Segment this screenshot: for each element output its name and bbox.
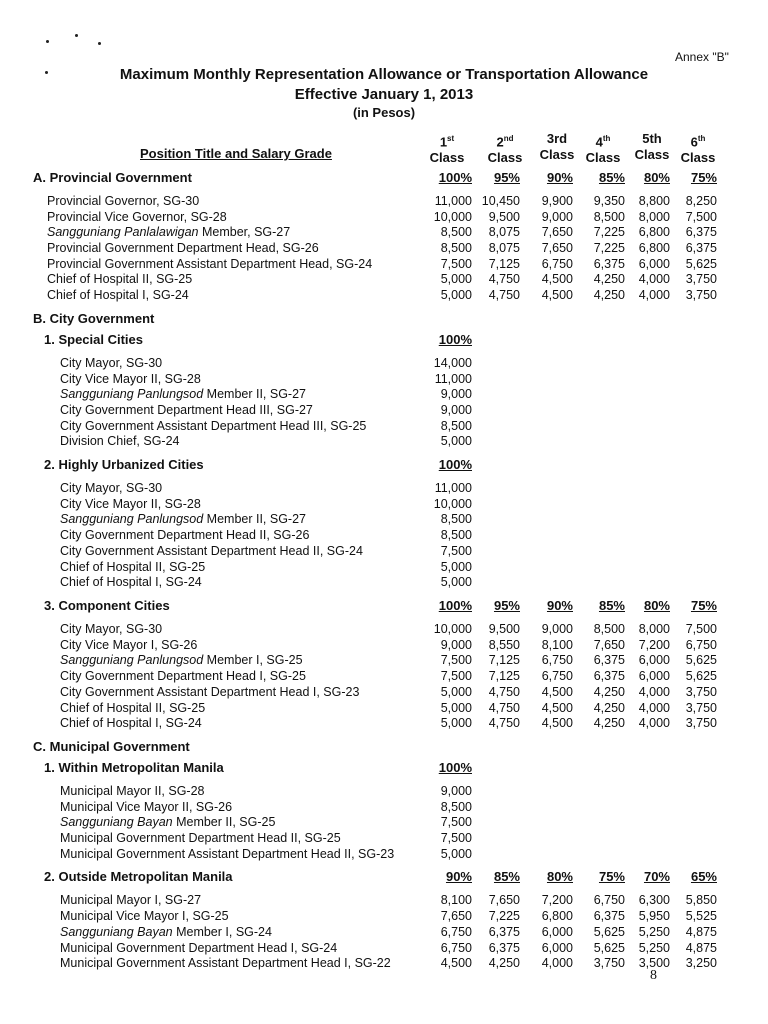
- position-title-text: City Vice Mayor I, SG-26: [60, 638, 198, 652]
- position-title: [47, 225, 290, 239]
- position-title: [47, 257, 372, 271]
- amount-cell: 5,625: [685, 257, 717, 271]
- position-title-text: City Mayor, SG-30: [60, 481, 163, 495]
- amount-cell: 6,000: [638, 653, 670, 667]
- amount-cell: 5,950: [638, 909, 670, 923]
- amount-cell: 4,250: [488, 956, 520, 970]
- amount-cell: 11,000: [434, 481, 472, 495]
- amount-cell: 5,000: [440, 272, 472, 286]
- percentage-cell: 85%: [598, 598, 625, 613]
- position-title-text: Municipal Government Department Head II, SG-25: [60, 831, 341, 845]
- annex-label: Annex "B": [675, 50, 729, 64]
- amount-cell: 10,000: [433, 497, 472, 511]
- amount-cell: 8,500: [440, 800, 472, 814]
- position-title: [60, 403, 313, 417]
- class-header-5: 5th Class: [634, 131, 670, 162]
- position-column-header: Position Title and Salary Grade: [140, 146, 332, 161]
- position-title-italic: Sangguniang Panlungsod: [60, 512, 204, 526]
- amount-cell: 7,650: [593, 638, 625, 652]
- position-title-italic: Sangguniang Panlungsod: [60, 653, 204, 667]
- amount-cell: 4,500: [440, 956, 472, 970]
- class-header-3: 3rd Class: [539, 131, 575, 162]
- position-title: [60, 800, 232, 814]
- amount-cell: 3,750: [685, 701, 717, 715]
- amount-cell: 5,625: [685, 669, 717, 683]
- amount-cell: 5,000: [440, 288, 472, 302]
- position-title-text: Municipal Government Assistant Department Head I, SG-22: [60, 956, 391, 970]
- percentage-cell: 80%: [643, 598, 670, 613]
- amount-cell: 7,650: [488, 893, 520, 907]
- amount-cell: 7,200: [541, 893, 573, 907]
- amount-cell: 6,000: [638, 669, 670, 683]
- amount-cell: 5,250: [638, 941, 670, 955]
- percentage-cell: 70%: [643, 869, 670, 884]
- position-title: [60, 784, 205, 798]
- amount-cell: 6,750: [541, 257, 573, 271]
- position-title-text: City Mayor, SG-30: [60, 356, 163, 370]
- position-title: [60, 372, 201, 386]
- amount-cell: 3,750: [685, 288, 717, 302]
- amount-cell: 4,250: [593, 685, 625, 699]
- amount-cell: 9,350: [593, 194, 625, 208]
- amount-cell: 6,300: [638, 893, 670, 907]
- subsection-heading: 2. Highly Urbanized Cities: [44, 457, 204, 472]
- amount-cell: 4,500: [541, 272, 573, 286]
- percentage-cell: 75%: [690, 598, 717, 613]
- position-title: [47, 194, 199, 208]
- amount-cell: 6,375: [593, 257, 625, 271]
- percentage-cell: 90%: [546, 598, 573, 613]
- scan-speck: [98, 42, 101, 45]
- amount-cell: 6,375: [685, 225, 717, 239]
- amount-cell: 7,500: [440, 257, 472, 271]
- position-title: [60, 685, 359, 699]
- position-title-text: Municipal Mayor II, SG-28: [60, 784, 205, 798]
- amount-cell: 8,550: [488, 638, 520, 652]
- amount-cell: 8,500: [593, 622, 625, 636]
- amount-cell: 6,750: [541, 653, 573, 667]
- amount-cell: 14,000: [433, 356, 472, 370]
- position-title: [60, 925, 272, 939]
- scan-speck: [75, 34, 78, 37]
- percentage-cell: 100%: [438, 598, 472, 613]
- amount-cell: 7,225: [593, 225, 625, 239]
- class-header-1: 1st Class: [429, 134, 465, 166]
- amount-cell: 8,500: [440, 241, 472, 255]
- amount-cell: 4,250: [593, 716, 625, 730]
- amount-cell: 6,375: [593, 653, 625, 667]
- amount-cell: 9,500: [488, 210, 520, 224]
- amount-cell: 6,000: [638, 257, 670, 271]
- position-title: [47, 288, 189, 302]
- amount-cell: 8,000: [638, 622, 670, 636]
- position-title-text: Chief of Hospital I, SG-24: [60, 575, 202, 589]
- amount-cell: 7,500: [440, 815, 472, 829]
- percentage-cell: 75%: [598, 869, 625, 884]
- amount-cell: 5,850: [685, 893, 717, 907]
- amount-cell: 9,000: [440, 387, 472, 401]
- amount-cell: 6,800: [638, 225, 670, 239]
- position-title: [60, 481, 162, 495]
- position-title-text: Member II, SG-27: [203, 512, 306, 526]
- amount-cell: 8,500: [440, 419, 472, 433]
- position-title: [60, 387, 306, 401]
- percentage-cell: 85%: [598, 170, 625, 185]
- subsection-heading: 1. Special Cities: [44, 332, 143, 347]
- amount-cell: 4,750: [488, 685, 520, 699]
- amount-cell: 6,375: [593, 909, 625, 923]
- amount-cell: 4,500: [541, 701, 573, 715]
- page-subtitle: Effective January 1, 2013: [294, 86, 474, 103]
- amount-cell: 7,500: [440, 544, 472, 558]
- amount-cell: 7,200: [638, 638, 670, 652]
- amount-cell: 10,000: [433, 210, 472, 224]
- amount-cell: 7,125: [488, 653, 520, 667]
- position-title-text: City Government Assistant Department Head III, SG-25: [60, 419, 367, 433]
- amount-cell: 6,000: [541, 941, 573, 955]
- position-title: [60, 716, 202, 730]
- class-header-6: 6th Class: [680, 134, 716, 166]
- percentage-cell: 65%: [690, 869, 717, 884]
- percentage-cell: 95%: [493, 170, 520, 185]
- class-header-4: 4th Class: [585, 134, 621, 166]
- position-title-text: Municipal Mayor I, SG-27: [60, 893, 202, 907]
- amount-cell: 4,750: [488, 272, 520, 286]
- amount-cell: 3,750: [685, 716, 717, 730]
- subsection-heading: 3. Component Cities: [44, 598, 170, 613]
- amount-cell: 6,750: [440, 925, 472, 939]
- percentage-cell: 95%: [493, 598, 520, 613]
- percentage-cell: 85%: [493, 869, 520, 884]
- position-title-text: Member I, SG-25: [203, 653, 303, 667]
- amount-cell: 7,650: [541, 241, 573, 255]
- amount-cell: 8,500: [593, 210, 625, 224]
- position-title-text: Municipal Government Department Head I, SG-24: [60, 941, 338, 955]
- amount-cell: 8,000: [638, 210, 670, 224]
- position-title-text: Member, SG-27: [198, 225, 291, 239]
- section-heading: B. City Government: [33, 311, 155, 326]
- position-title-text: Member II, SG-25: [172, 815, 276, 829]
- amount-cell: 7,125: [488, 669, 520, 683]
- position-title: [60, 847, 394, 861]
- position-title-text: Chief of Hospital II, SG-25: [60, 560, 206, 574]
- position-title-text: Member II, SG-27: [203, 387, 306, 401]
- position-title: [60, 560, 205, 574]
- position-title: [60, 434, 180, 448]
- amount-cell: 6,000: [541, 925, 573, 939]
- position-title-text: City Vice Mayor II, SG-28: [60, 497, 201, 511]
- position-title-text: Member I, SG-24: [172, 925, 272, 939]
- class-header-2: 2nd Class: [487, 134, 523, 166]
- amount-cell: 3,500: [638, 956, 670, 970]
- amount-cell: 5,525: [685, 909, 717, 923]
- amount-cell: 7,225: [593, 241, 625, 255]
- position-title: [60, 831, 341, 845]
- amount-cell: 8,075: [488, 241, 520, 255]
- position-title: [60, 622, 162, 636]
- amount-cell: 4,875: [685, 941, 717, 955]
- amount-cell: 8,250: [685, 194, 717, 208]
- amount-cell: 7,125: [488, 257, 520, 271]
- position-title: [60, 497, 201, 511]
- position-title-text: City Government Assistant Department Head II, SG-24: [60, 544, 363, 558]
- currency-note: (in Pesos): [352, 105, 416, 120]
- section-heading: A. Provincial Government: [33, 170, 192, 185]
- amount-cell: 8,500: [440, 528, 472, 542]
- position-title: [60, 544, 363, 558]
- amount-cell: 9,000: [440, 638, 472, 652]
- position-title-text: Chief of Hospital II, SG-25: [47, 272, 193, 286]
- amount-cell: 5,625: [685, 653, 717, 667]
- amount-cell: 8,075: [488, 225, 520, 239]
- amount-cell: 8,100: [541, 638, 573, 652]
- section-heading: C. Municipal Government: [33, 739, 190, 754]
- page-number: 8: [650, 968, 657, 983]
- amount-cell: 3,750: [685, 272, 717, 286]
- amount-cell: 7,500: [685, 210, 717, 224]
- amount-cell: 5,000: [440, 434, 472, 448]
- position-title-text: City Vice Mayor II, SG-28: [60, 372, 201, 386]
- amount-cell: 4,500: [541, 685, 573, 699]
- amount-cell: 7,500: [440, 653, 472, 667]
- position-title: [60, 941, 337, 955]
- amount-cell: 6,800: [541, 909, 573, 923]
- amount-cell: 5,000: [440, 847, 472, 861]
- percentage-cell: 100%: [438, 457, 472, 472]
- amount-cell: 8,100: [440, 893, 472, 907]
- amount-cell: 11,000: [434, 372, 472, 386]
- amount-cell: 11,000: [434, 194, 472, 208]
- amount-cell: 6,750: [593, 893, 625, 907]
- amount-cell: 4,250: [593, 288, 625, 302]
- amount-cell: 9,500: [488, 622, 520, 636]
- amount-cell: 5,000: [440, 716, 472, 730]
- position-title-text: City Mayor, SG-30: [60, 622, 163, 636]
- position-title: [60, 893, 201, 907]
- amount-cell: 4,000: [541, 956, 573, 970]
- position-title: [60, 356, 162, 370]
- amount-cell: 4,250: [593, 272, 625, 286]
- amount-cell: 5,625: [593, 941, 625, 955]
- position-title-text: Provincial Government Department Head, SG-26: [47, 241, 319, 255]
- position-title: [60, 669, 306, 683]
- position-title: [60, 909, 229, 923]
- position-title: [60, 638, 197, 652]
- position-title-text: City Government Department Head II, SG-26: [60, 528, 310, 542]
- position-title-text: Municipal Government Assistant Department Head II, SG-23: [60, 847, 395, 861]
- amount-cell: 5,000: [440, 685, 472, 699]
- percentage-cell: 100%: [438, 760, 472, 775]
- amount-cell: 9,000: [541, 210, 573, 224]
- position-title: [47, 272, 192, 286]
- amount-cell: 6,800: [638, 241, 670, 255]
- position-title-text: City Government Department Head III, SG-27: [60, 403, 313, 417]
- amount-cell: 10,000: [433, 622, 472, 636]
- position-title-text: Municipal Vice Mayor II, SG-26: [60, 800, 233, 814]
- amount-cell: 5,000: [440, 560, 472, 574]
- position-title: [60, 575, 202, 589]
- position-title: [60, 528, 309, 542]
- amount-cell: 6,750: [541, 669, 573, 683]
- amount-cell: 6,750: [440, 941, 472, 955]
- subsection-heading: 1. Within Metropolitan Manila: [44, 760, 224, 775]
- position-title-text: Provincial Governor, SG-30: [47, 194, 200, 208]
- amount-cell: 3,250: [685, 956, 717, 970]
- percentage-cell: 75%: [690, 170, 717, 185]
- amount-cell: 4,750: [488, 288, 520, 302]
- position-title-italic: Sangguniang Bayan: [60, 925, 173, 939]
- amount-cell: 7,650: [541, 225, 573, 239]
- position-title: [60, 701, 205, 715]
- position-title: [47, 241, 319, 255]
- position-title-text: City Government Department Head I, SG-25: [60, 669, 306, 683]
- amount-cell: 8,500: [440, 225, 472, 239]
- amount-cell: 7,500: [685, 622, 717, 636]
- position-title-text: Chief of Hospital I, SG-24: [47, 288, 189, 302]
- amount-cell: 6,375: [593, 669, 625, 683]
- amount-cell: 10,450: [481, 194, 520, 208]
- amount-cell: 4,000: [638, 701, 670, 715]
- amount-cell: 9,900: [541, 194, 573, 208]
- percentage-cell: 100%: [438, 170, 472, 185]
- position-title: [60, 419, 366, 433]
- amount-cell: 5,000: [440, 701, 472, 715]
- amount-cell: 5,625: [593, 925, 625, 939]
- amount-cell: 4,000: [638, 716, 670, 730]
- amount-cell: 4,500: [541, 288, 573, 302]
- amount-cell: 7,500: [440, 669, 472, 683]
- amount-cell: 7,225: [488, 909, 520, 923]
- amount-cell: 4,000: [638, 272, 670, 286]
- position-title-text: City Government Assistant Department Head I, SG-23: [60, 685, 360, 699]
- position-title-text: Chief of Hospital II, SG-25: [60, 701, 206, 715]
- amount-cell: 8,800: [638, 194, 670, 208]
- amount-cell: 6,750: [685, 638, 717, 652]
- amount-cell: 4,250: [593, 701, 625, 715]
- position-title-italic: Sangguniang Panlalawigan: [47, 225, 199, 239]
- percentage-cell: 100%: [438, 332, 472, 347]
- amount-cell: 6,375: [488, 941, 520, 955]
- position-title: [60, 512, 306, 526]
- position-title-text: Municipal Vice Mayor I, SG-25: [60, 909, 229, 923]
- scan-speck: [46, 40, 49, 43]
- amount-cell: 5,000: [440, 575, 472, 589]
- amount-cell: 8,500: [440, 512, 472, 526]
- amount-cell: 4,750: [488, 716, 520, 730]
- percentage-cell: 90%: [546, 170, 573, 185]
- amount-cell: 7,650: [440, 909, 472, 923]
- position-title-italic: Sangguniang Panlungsod: [60, 387, 204, 401]
- percentage-cell: 80%: [546, 869, 573, 884]
- amount-cell: 3,750: [593, 956, 625, 970]
- amount-cell: 9,000: [541, 622, 573, 636]
- amount-cell: 4,000: [638, 288, 670, 302]
- subsection-heading: 2. Outside Metropolitan Manila: [44, 869, 233, 884]
- amount-cell: 4,750: [488, 701, 520, 715]
- position-title: [60, 653, 303, 667]
- position-title-text: Chief of Hospital I, SG-24: [60, 716, 202, 730]
- amount-cell: 6,375: [488, 925, 520, 939]
- position-title-text: Division Chief, SG-24: [60, 434, 180, 448]
- amount-cell: 6,375: [685, 241, 717, 255]
- percentage-cell: 80%: [643, 170, 670, 185]
- percentage-cell: 90%: [445, 869, 472, 884]
- position-title: [60, 815, 275, 829]
- position-title: [47, 210, 227, 224]
- amount-cell: 9,000: [440, 784, 472, 798]
- position-title-text: Provincial Government Assistant Department Head, SG-24: [47, 257, 373, 271]
- position-title-text: Provincial Vice Governor, SG-28: [47, 210, 227, 224]
- amount-cell: 4,875: [685, 925, 717, 939]
- position-title-italic: Sangguniang Bayan: [60, 815, 173, 829]
- amount-cell: 4,000: [638, 685, 670, 699]
- amount-cell: 5,250: [638, 925, 670, 939]
- amount-cell: 7,500: [440, 831, 472, 845]
- position-title: [60, 956, 391, 970]
- amount-cell: 9,000: [440, 403, 472, 417]
- page-title: Maximum Monthly Representation Allowance or Transportation Allowance: [119, 66, 649, 83]
- amount-cell: 4,500: [541, 716, 573, 730]
- amount-cell: 3,750: [685, 685, 717, 699]
